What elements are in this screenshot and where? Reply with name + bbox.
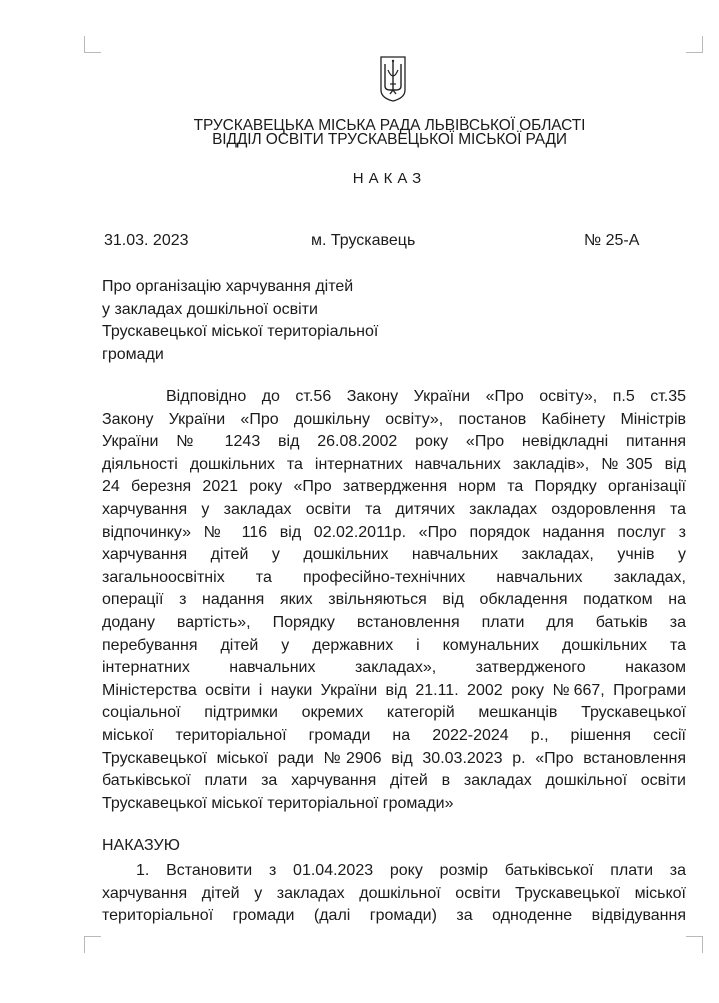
page-corner-mark — [84, 936, 101, 953]
preamble-line: перебування дітей у державних і комунальних дошкільних та — [102, 636, 686, 654]
preamble-line: Міністерства освіти і науки України від 21.11. 2002 року №667, Програми — [102, 681, 686, 699]
page-corner-mark — [686, 936, 703, 953]
preamble-line: харчування дітей у дошкільних навчальних закладах, учнів у — [102, 546, 686, 564]
preamble-line: 24 березня 2021 року «Про затвердження норм та Порядку організації — [102, 478, 686, 496]
item-line: харчування дітей у закладах дошкільної освіти Трускавецької міської — [102, 884, 686, 902]
preamble-line: України № 1243 від 26.08.2002 року «Про невідкладні питання — [102, 433, 686, 451]
preamble-line: діяльності дошкільних та інтернатних навчальних закладів», №305 від — [102, 455, 686, 473]
subject-line: Трускавецької міської територіальної — [102, 323, 379, 341]
preamble-line: міської територіальної громади на 2022-2024 р., рішення сесії — [102, 726, 686, 744]
order-number: № 25-А — [584, 232, 640, 249]
preamble-line: батьківської плати за харчування дітей в закладах дошкільної освіти — [102, 772, 686, 790]
item-line: територіальної громади (далі громади) за одноденне відвідування — [102, 907, 686, 925]
subject-line: у закладах дошкільної освіти — [102, 300, 318, 318]
preamble-line: додану вартість», Порядку встановлення плати для батьків за — [102, 613, 686, 631]
subject-line: громади — [102, 345, 164, 363]
preamble-line: інтернатних навчальних закладах», затвердженого наказом — [102, 659, 686, 677]
preamble-paragraph — [102, 386, 686, 815]
page-corner-mark — [686, 36, 703, 53]
order-item-1 — [102, 860, 686, 928]
page-corner-mark — [84, 36, 101, 53]
subject-line: Про організацію харчування дітей — [102, 278, 354, 295]
item-line: 1. Встановити з 01.04.2023 року розмір батьківської плати за — [136, 862, 686, 879]
preamble-line: Трускавецької міської територіальної громади» — [102, 794, 454, 812]
order-heading: НАКАЗУЮ — [102, 837, 180, 854]
preamble-line: Закону України «Про дошкільну освіту», постанов Кабінету Міністрів — [102, 410, 686, 428]
preamble-line: Трускавецької міської ради №2906 від 30.03.2023 р. «Про встановлення — [102, 749, 686, 767]
preamble-line: операції з надання яких звільняються від обкладення податком на — [102, 591, 686, 609]
order-subject — [102, 276, 378, 366]
preamble-line: харчування у закладах освіти та дитячих закладах оздоровлення та — [102, 500, 686, 518]
preamble-line: відпочинку» № 116 від 02.02.2011р. «Про порядок надання послуг з — [102, 523, 686, 541]
preamble-line: соціальної підтримки окремих категорій мешканців Трускавецької — [102, 704, 686, 722]
department-name: ВІДДІЛ ОСВІТИ ТРУСКАВЕЦЬКОЇ МІСЬКОЇ РАДИ — [212, 131, 567, 148]
preamble-line: загальноосвітніх та професійно-технічних навчальних закладах, — [102, 568, 686, 586]
trident-icon — [378, 54, 408, 102]
council-name: ТРУСКАВЕЦЬКА МІСЬКА РАДА ЛЬВІВСЬКОЇ ОБЛАСТІ — [193, 117, 586, 134]
document-type: НАКАЗ — [352, 170, 427, 187]
order-city: м. Трускавець — [311, 232, 416, 249]
preamble-line: Відповідно до ст.56 Закону України «Про освіту», п.5 ст.35 — [166, 388, 686, 405]
order-date: 31.03. 2023 — [104, 232, 189, 249]
